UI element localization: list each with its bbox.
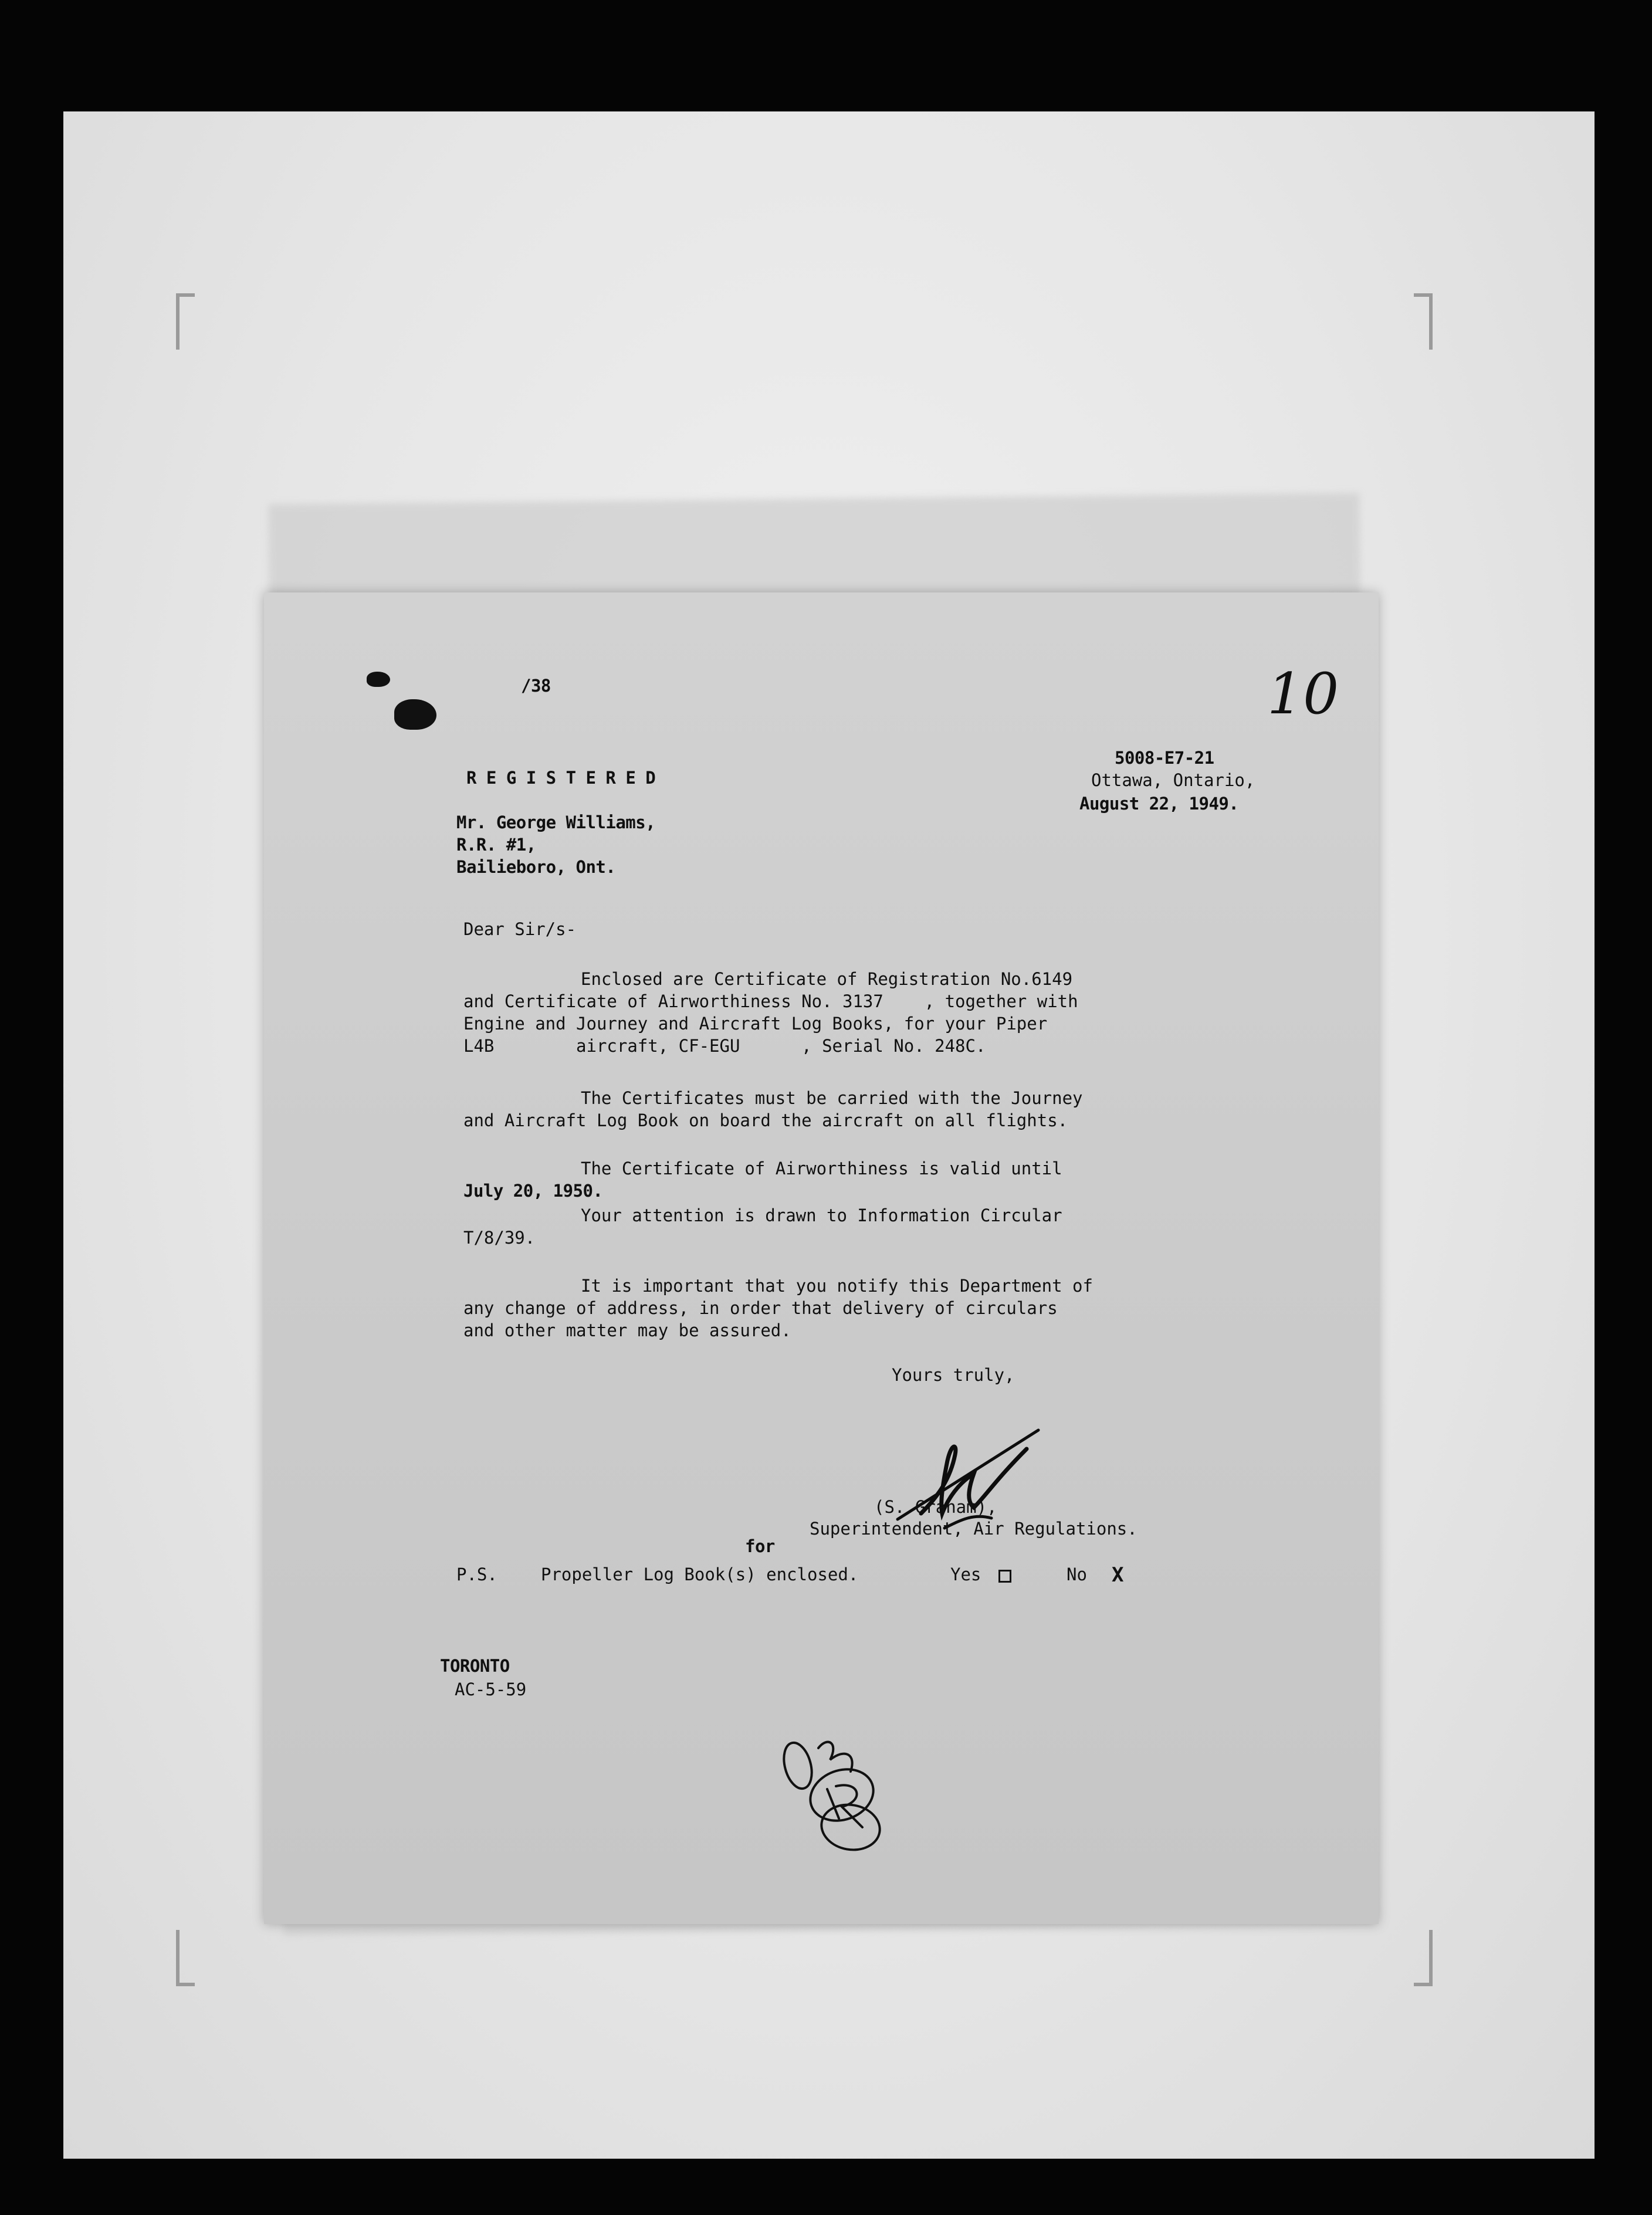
postscript-text: Propeller Log Book(s) enclosed.: [541, 1564, 859, 1584]
letter-place: Ottawa, Ontario,: [1091, 770, 1255, 790]
registered-label: R E G I S T E R E D: [466, 768, 656, 788]
body-paragraph-1-line-4: L4B aircraft, CF-EGU , Serial No. 248C.: [463, 1036, 986, 1056]
crop-mark-bottom-right: [1414, 1930, 1433, 1986]
postscript-no-label: No: [1067, 1564, 1087, 1584]
signer-title: Superintendent, Air Regulations.: [810, 1519, 1138, 1539]
handwritten-initials: [763, 1713, 915, 1865]
signer-name: (S. Graham),: [874, 1497, 997, 1517]
body-paragraph-1-line-1: Enclosed are Certificate of Registration No.6149: [581, 969, 1073, 989]
handwritten-page-number: 10: [1267, 661, 1339, 727]
crop-mark-bottom-left: [176, 1930, 195, 1986]
office-stamp: TORONTO: [440, 1656, 510, 1676]
addressee-route: R.R. #1,: [456, 835, 536, 855]
file-number: 5008-E7-21: [1115, 748, 1214, 768]
letter-page: [264, 592, 1379, 1924]
body-paragraph-4-line-2: T/8/39.: [463, 1228, 536, 1248]
body-paragraph-5-line-3: and other matter may be assured.: [463, 1320, 791, 1340]
form-number: AC-5-59: [455, 1679, 527, 1699]
postscript-label: P.S.: [456, 1564, 497, 1584]
for-label: for: [745, 1536, 775, 1556]
postscript-no-mark: X: [1112, 1563, 1123, 1587]
body-paragraph-3-line-1: The Certificate of Airworthiness is valid until: [581, 1159, 1062, 1178]
punch-hole-mark: [367, 672, 390, 687]
complimentary-close: Yours truly,: [892, 1365, 1015, 1385]
letter-date: August 22, 1949.: [1079, 794, 1239, 814]
body-paragraph-3-line-2: July 20, 1950.: [463, 1181, 603, 1201]
body-paragraph-5-line-1: It is important that you notify this Department of: [581, 1276, 1093, 1296]
addressee-town: Bailieboro, Ont.: [456, 857, 616, 877]
body-paragraph-1-line-2: and Certificate of Airworthiness No. 3137 , together with: [463, 991, 1078, 1011]
body-paragraph-4-line-1: Your attention is drawn to Information Circular: [581, 1205, 1062, 1225]
crop-mark-top-right: [1414, 293, 1433, 350]
body-paragraph-1-line-3: Engine and Journey and Aircraft Log Books, for your Piper: [463, 1014, 1048, 1034]
punch-hole-mark: [394, 699, 436, 730]
postscript-yes-checkbox: [998, 1570, 1011, 1583]
body-paragraph-2-line-2: and Aircraft Log Book on board the aircraft on all flights.: [463, 1110, 1068, 1130]
body-paragraph-5-line-2: any change of address, in order that delivery of circulars: [463, 1298, 1058, 1318]
file-reference: /38: [521, 676, 551, 696]
crop-mark-top-left: [176, 293, 195, 350]
postscript-yes-label: Yes: [950, 1564, 981, 1584]
addressee-name: Mr. George Williams,: [456, 812, 656, 832]
body-paragraph-2-line-1: The Certificates must be carried with the Journey: [581, 1088, 1083, 1108]
salutation: Dear Sir/s-: [463, 919, 577, 939]
